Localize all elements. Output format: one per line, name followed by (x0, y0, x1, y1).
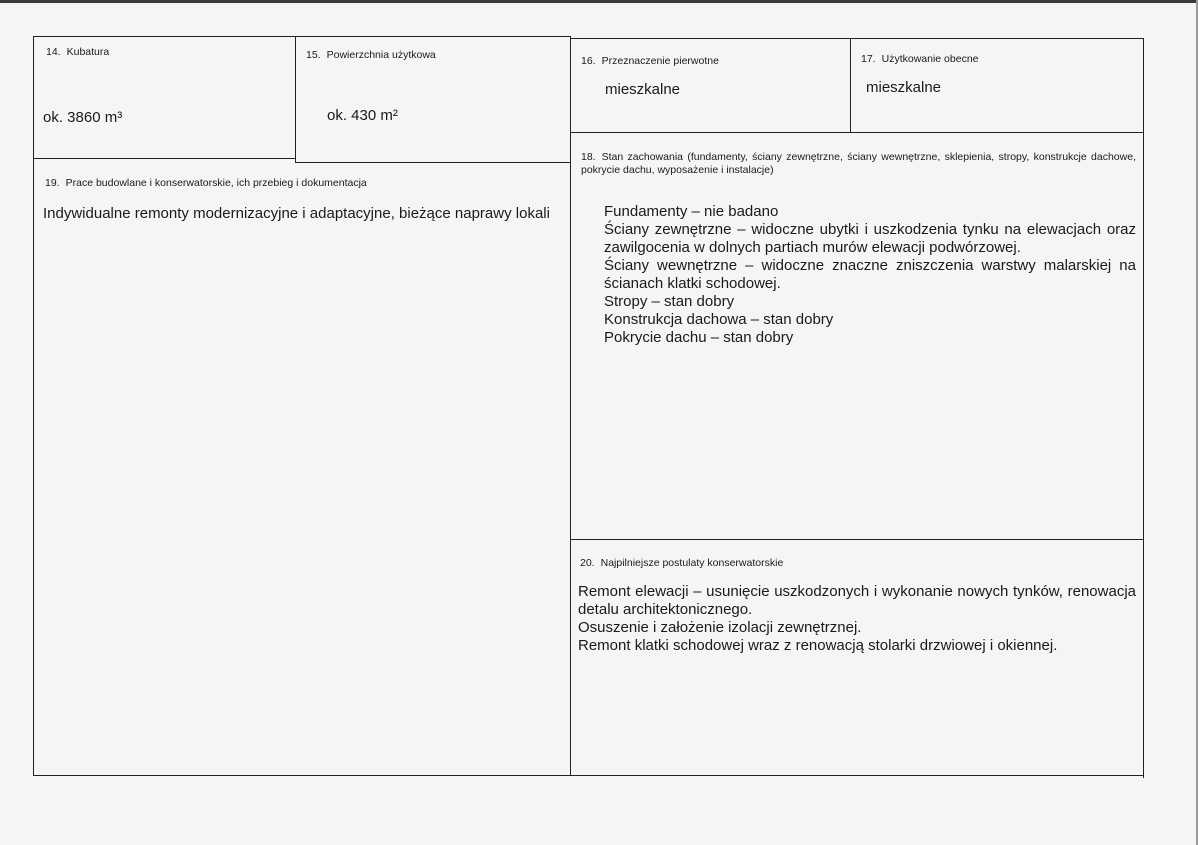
field-label: Prace budowlane i konserwatorskie, ich przebieg i dokumentacja (65, 177, 367, 189)
prace-label (45, 177, 560, 190)
postulaty-line: Remont elewacji – usunięcie uszkodzonych i wykonanie nowych tynków, renowacja detalu architektonicznego. (578, 583, 1136, 618)
prace-value: Indywidualne remonty modernizacyjne i adaptacyjne, bieżące naprawy lokali (43, 205, 550, 222)
form-divider (570, 36, 571, 776)
stan-line: Ściany wewnętrzne – widoczne znaczne zniszczenia warstwy malarskiej na ścianach klatki schodowej. (604, 257, 1136, 292)
field-number: 15. (306, 49, 321, 61)
field-label: Powierzchnia użytkowa (326, 49, 436, 61)
field-number: 17. (861, 53, 876, 65)
field-number: 14. (46, 46, 61, 58)
form-divider (295, 162, 570, 163)
form-divider (570, 132, 1144, 133)
form-border-left (33, 36, 34, 776)
uzytkowanie-value: mieszkalne (866, 79, 942, 96)
form-divider (295, 36, 296, 162)
postulaty-value (578, 583, 1136, 655)
form-border-top (570, 38, 1144, 39)
form-border-top (33, 36, 571, 37)
field-number: 20. (580, 557, 595, 569)
stan-line: Stropy – stan dobry (604, 293, 735, 310)
stan-line: Fundamenty – nie badano (604, 203, 779, 220)
postulaty-line: Osuszenie i założenie izolacji zewnętrznej. (578, 619, 862, 636)
field-number: 19. (45, 177, 60, 189)
field-label: Najpilniejsze postulaty konserwatorskie (600, 557, 784, 569)
powierzchnia-label (306, 49, 561, 62)
field-number: 18. (581, 151, 596, 163)
postulaty-label (580, 557, 1130, 570)
field-label: Stan zachowania (fundamenty, ściany zewnętrzne, ściany wewnętrzne, sklepienia, stropy, konstrukcje dachowe, pokrycie dachu, wyposażenie i instalacje) (581, 151, 1136, 176)
uzytkowanie-label (861, 53, 1131, 66)
field-number: 16. (581, 55, 596, 67)
form-divider (850, 38, 851, 132)
stan-line: Ściany zewnętrzne – widoczne ubytki i uszkodzenia tynku na elewacjach oraz zawilgocenia w dolnych partiach murów elewacji podwórzowej. (604, 221, 1136, 256)
przeznaczenie-label (581, 55, 841, 68)
page-edge (0, 0, 1198, 3)
form-divider (33, 158, 295, 159)
stan-line: Konstrukcja dachowa – stan dobry (604, 311, 834, 328)
form-border-bottom (33, 775, 1144, 776)
kubatura-label (46, 46, 286, 59)
powierzchnia-value: ok. 430 m² (327, 107, 398, 124)
stan-label (581, 151, 1136, 177)
field-label: Użytkowanie obecne (881, 53, 979, 65)
stan-line: Pokrycie dachu – stan dobry (604, 329, 794, 346)
postulaty-line: Remont klatki schodowej wraz z renowacją stolarki drzwiowej i okiennej. (578, 637, 1058, 654)
field-label: Kubatura (66, 46, 110, 58)
kubatura-value: ok. 3860 m³ (43, 109, 123, 126)
field-label: Przeznaczenie pierwotne (601, 55, 719, 67)
form-divider (570, 539, 1144, 540)
form-border-right (1143, 38, 1144, 778)
przeznaczenie-value: mieszkalne (605, 81, 681, 98)
stan-value (604, 203, 1136, 347)
